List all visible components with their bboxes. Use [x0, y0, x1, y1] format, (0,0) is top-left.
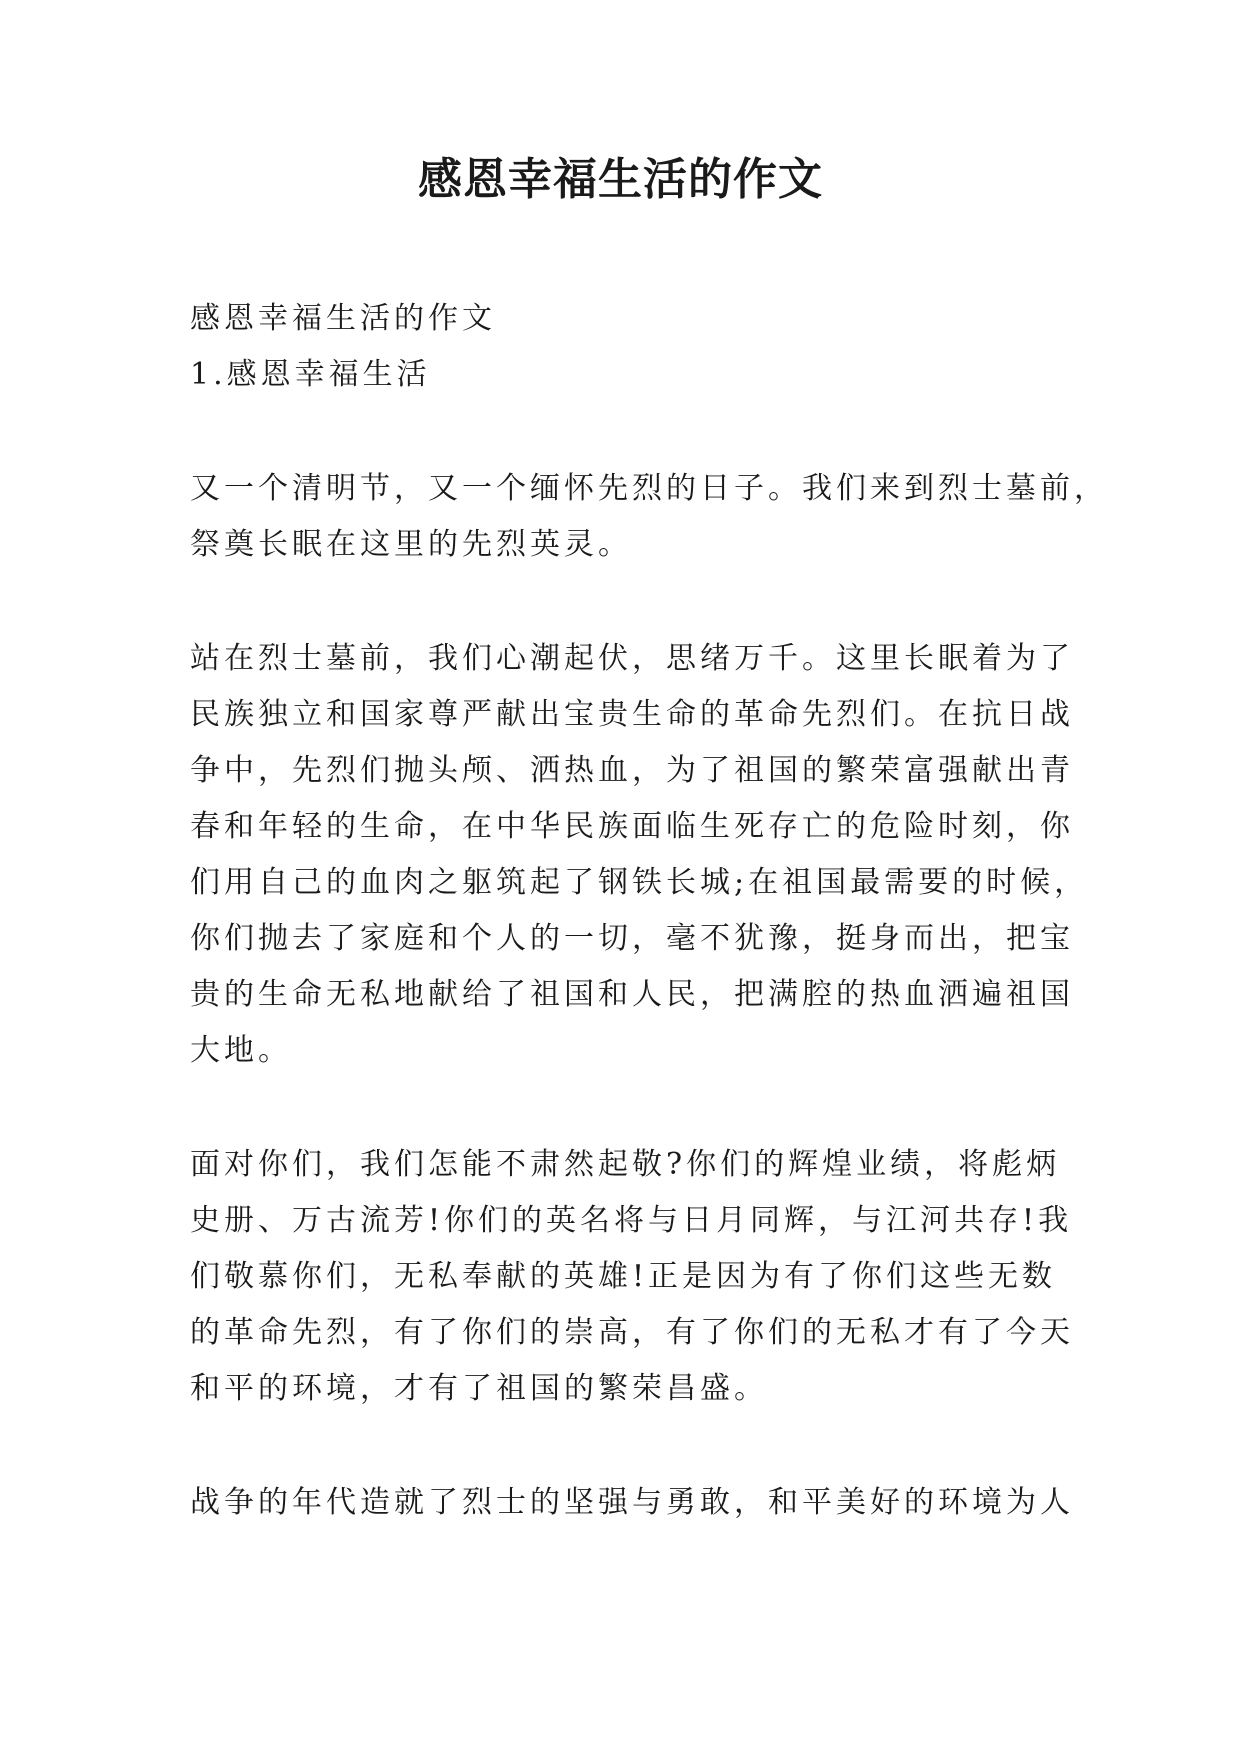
subtitle-line: 感恩幸福生活的作文 [190, 301, 496, 336]
paragraph-1-line-1: 又一个清明节，又一个缅怀先烈的日子。我们来到烈士墓前， [190, 471, 1108, 506]
paragraph-3-line-1: 面对你们，我们怎能不肃然起敬?你们的辉煌业绩，将彪炳 [190, 1147, 1061, 1182]
document-title: 感恩幸福生活的作文 [418, 154, 823, 205]
paragraph-4-line-1: 战争的年代造就了烈士的坚强与勇敢，和平美好的环境为人 [190, 1485, 1074, 1520]
paragraph-2-line-7: 贵的生命无私地献给了祖国和人民，把满腔的热血洒遍祖国 [190, 977, 1074, 1012]
paragraph-3-line-5: 和平的环境，才有了祖国的繁荣昌盛。 [190, 1371, 768, 1406]
paragraph-2-line-1: 站在烈士墓前，我们心潮起伏，思绪万千。这里长眠着为了 [190, 641, 1074, 676]
paragraph-1-line-2: 祭奠长眠在这里的先烈英灵。 [190, 527, 632, 562]
section-heading: 1.感恩幸福生活 [190, 357, 431, 392]
paragraph-3-line-2: 史册、万古流芳!你们的英名将与日月同辉，与江河共存!我 [190, 1203, 1073, 1238]
paragraph-2-line-3: 争中，先烈们抛头颅、洒热血，为了祖国的繁荣富强献出青 [190, 753, 1074, 788]
paragraph-2-line-2: 民族独立和国家尊严献出宝贵生命的革命先烈们。在抗日战 [190, 697, 1074, 732]
paragraph-2-line-5: 们用自己的血肉之躯筑起了钢铁长城;在祖国最需要的时候， [190, 865, 1089, 900]
paragraph-3-line-4: 的革命先烈，有了你们的崇高，有了你们的无私才有了今天 [190, 1315, 1074, 1350]
paragraph-2-line-4: 春和年轻的生命，在中华民族面临生死存亡的危险时刻，你 [190, 809, 1074, 844]
paragraph-2-line-8: 大地。 [190, 1033, 292, 1068]
paragraph-2-line-6: 你们抛去了家庭和个人的一切，毫不犹豫，挺身而出，把宝 [190, 921, 1074, 956]
paragraph-3-line-3: 们敬慕你们，无私奉献的英雄!正是因为有了你们这些无数 [190, 1259, 1057, 1294]
